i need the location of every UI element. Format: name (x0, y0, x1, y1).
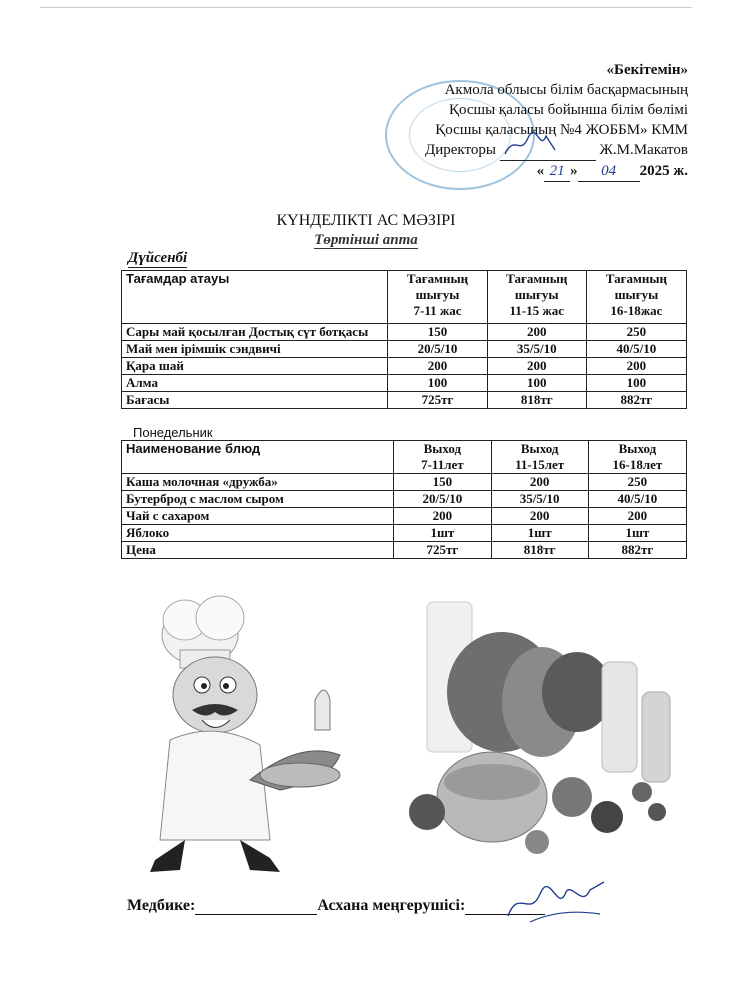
header-text: Тағамның (406, 271, 469, 286)
table-row (122, 525, 687, 542)
portion-cell: 100 (388, 375, 487, 392)
header-text: Тағамның (506, 271, 568, 286)
portion-cell: 150 (388, 324, 487, 341)
dish-name-cell: Яблоко (122, 525, 394, 542)
table-row (122, 542, 687, 559)
approval-line-2: Қосшы қаласы бойынша білім бөлімі (449, 102, 688, 118)
portion-cell: 725тг (388, 392, 487, 409)
nurse-label: Медбике: (127, 897, 196, 914)
nurse-signature-line (195, 896, 317, 915)
portion-cell: 818тг (487, 392, 586, 409)
header-text: Выход (618, 441, 657, 456)
approval-line-1: Акмола облысы білім басқармасының (444, 82, 688, 98)
portion-cell: 40/5/10 (586, 341, 686, 358)
dish-name-cell: Сары май қосылған Достық сүт ботқасы (122, 324, 388, 341)
portion-cell: 20/5/10 (394, 491, 491, 508)
table-row (122, 392, 687, 409)
dish-name-cell: Бутерброд с маслом сыром (122, 491, 394, 508)
portion-cell: 1шт (588, 525, 686, 542)
menu-table-ru (121, 440, 687, 559)
date-close-quote: » (570, 163, 578, 179)
portion-cell: 818тг (491, 542, 588, 559)
portion-cell: 40/5/10 (588, 491, 686, 508)
date-month: 04 (578, 161, 640, 182)
column-header (586, 271, 686, 324)
column-header (394, 441, 491, 474)
dish-name-cell: Бағасы (122, 392, 388, 409)
approval-line-3: Қосшы қаласының №4 ЖОББМ» КММ (435, 122, 688, 138)
table-row (122, 324, 687, 341)
director-label: Директоры (425, 142, 496, 158)
dish-name-cell: Цена (122, 542, 394, 559)
day-label-ru: Понедельник (133, 425, 213, 440)
column-header (122, 441, 394, 474)
portion-cell: 1шт (491, 525, 588, 542)
table-row (122, 358, 687, 375)
header-text: Тағамдар атауы (126, 271, 230, 286)
table-row (122, 491, 687, 508)
portion-cell: 200 (586, 358, 686, 375)
header-text: Выход (423, 441, 462, 456)
portion-cell: 250 (588, 474, 686, 491)
table-row (122, 474, 687, 491)
director-signature (500, 130, 560, 160)
portion-cell: 882тг (586, 392, 686, 409)
dish-name-cell: Қара шай (122, 358, 388, 375)
menu-table-kz (121, 270, 687, 409)
portion-cell: 200 (487, 324, 586, 341)
portion-cell: 200 (491, 508, 588, 525)
header-text: Наименование блюд (126, 441, 261, 456)
table-row (122, 508, 687, 525)
portion-cell: 200 (388, 358, 487, 375)
date-day: 21 (544, 161, 570, 182)
food-illustration (402, 582, 690, 882)
approval-block (425, 60, 688, 182)
portion-cell: 1шт (394, 525, 491, 542)
portion-cell: 100 (586, 375, 686, 392)
footer-signatures (127, 896, 545, 915)
column-header (122, 271, 388, 324)
approval-head: «Бекітемін» (606, 62, 688, 78)
column-header (388, 271, 487, 324)
top-rule (40, 7, 692, 8)
date-open-quote: « (536, 163, 545, 179)
column-header (487, 271, 586, 324)
chef-illustration (130, 580, 370, 880)
date-year: 2025 ж. (639, 163, 688, 179)
portion-cell: 200 (588, 508, 686, 525)
page-subtitle (0, 232, 732, 249)
dish-name-cell: Алма (122, 375, 388, 392)
portion-cell: 725тг (394, 542, 491, 559)
portion-cell: 200 (487, 358, 586, 375)
dish-name-cell: Чай с сахаром (122, 508, 394, 525)
column-header (588, 441, 686, 474)
header-text: 7-11 жас (413, 303, 462, 318)
portion-cell: 200 (394, 508, 491, 525)
page-title: КҮНДЕЛІКТІ АС МӘЗІРІ (276, 212, 456, 229)
table-header-row (122, 271, 687, 324)
portion-cell: 200 (491, 474, 588, 491)
header-text: Выход (520, 441, 559, 456)
subtitle-text: Төртінші апта (314, 232, 418, 248)
dish-name-cell: Май мен ірімшік сэндвичі (122, 341, 388, 358)
portion-cell: 100 (487, 375, 586, 392)
header-text: 16-18жас (610, 303, 663, 318)
header-text: 7-11лет (421, 457, 464, 472)
portion-cell: 20/5/10 (388, 341, 487, 358)
header-text: 16-18лет (612, 457, 663, 472)
date-line (425, 161, 688, 182)
director-name: Ж.М.Макатов (599, 142, 688, 158)
portion-cell: 882тг (588, 542, 686, 559)
portion-cell: 250 (586, 324, 686, 341)
portion-cell: 35/5/10 (487, 341, 586, 358)
column-header (491, 441, 588, 474)
portion-cell: 35/5/10 (491, 491, 588, 508)
header-text: Тағамның (605, 271, 668, 286)
header-text: шығуы (514, 287, 559, 302)
dish-name-cell: Каша молочная «дружба» (122, 474, 394, 491)
canteen-label: Асхана меңгерушісі: (317, 897, 466, 914)
header-text: 11-15лет (515, 457, 565, 472)
table-row (122, 341, 687, 358)
table-header-row (122, 441, 687, 474)
canteen-signature (500, 878, 610, 928)
header-text: шығуы (415, 287, 460, 302)
day-label-kz: Дүйсенбі (128, 250, 188, 266)
header-text: 11-15 жас (509, 303, 565, 318)
header-text: шығуы (614, 287, 659, 302)
portion-cell: 150 (394, 474, 491, 491)
table-row (122, 375, 687, 392)
